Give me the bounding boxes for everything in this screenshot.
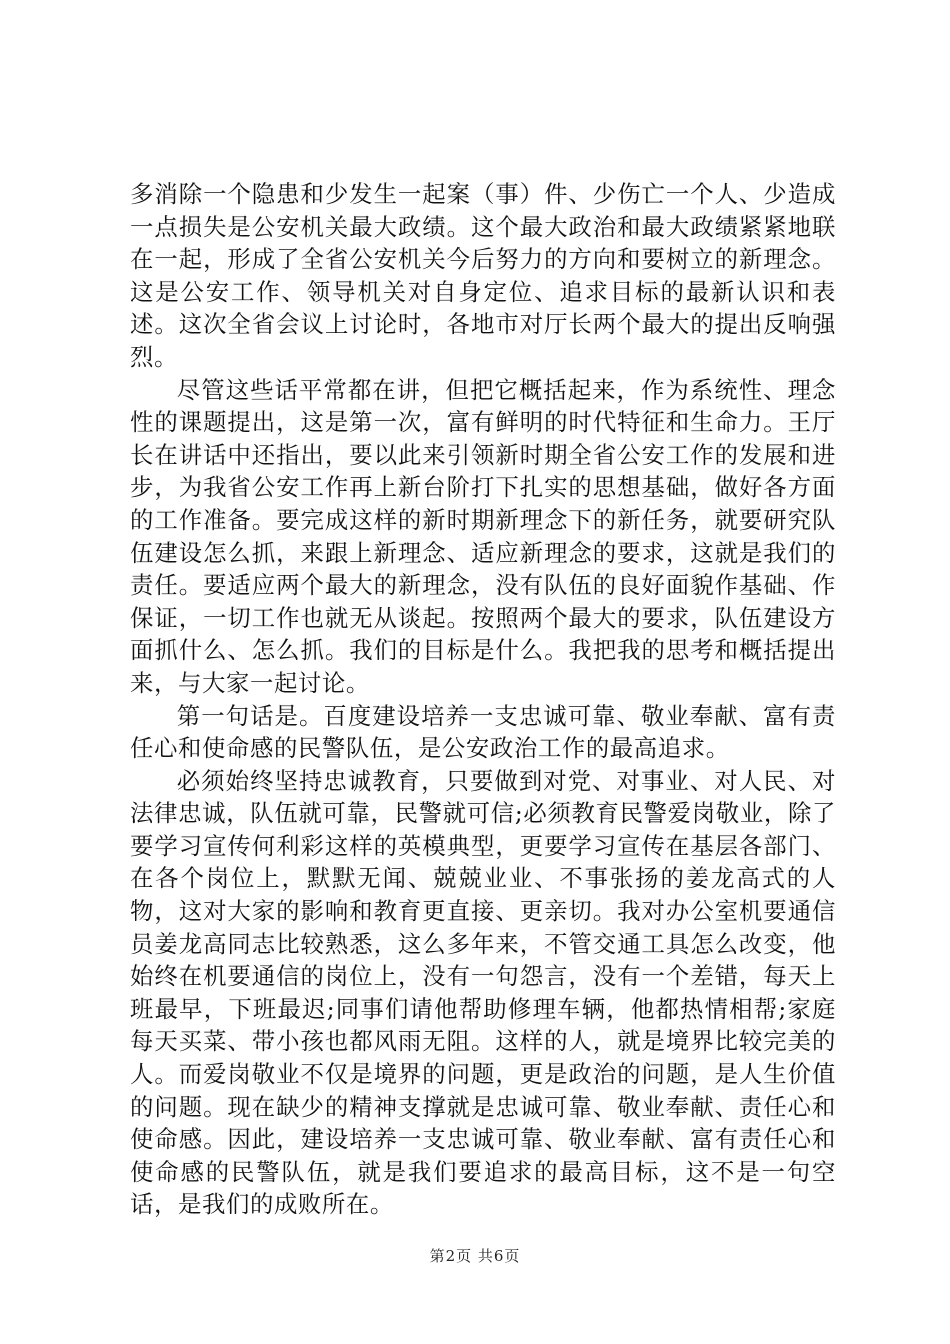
paragraph-4: 必须始终坚持忠诚教育，只要做到对党、对事业、对人民、对法律忠诚，队伍就可靠，民警就可信;必须教育民警爱岗敬业，除了要学习宣传何利彩这样的英模典型，更要学习宣传在基层各部门、在各个岗位上，默默无闻、兢兢业业、不事张扬的姜龙高式的人物，这对大家的影响和教育更直接、更亲切。我对办公室机要通信员姜龙高同志比较熟悉，这么多年来，不管交通工具怎么改变，他始终在机要通信的岗位上，没有一句怨言，没有一个差错，每天上班最早，下班最迟;同事们请他帮助修理车辆，他都热情相帮;家庭每天买菜、带小孩也都风雨无阻。这样的人，就是境界比较完美的人。而爱岗敬业不仅是境界的问题，更是政治的问题，是人生价值的问题。现在缺少的精神支撑就是忠诚可靠、敬业奉献、责任心和使命感。因此，建设培养一支忠诚可靠、敬业奉献、富有责任心和使命感的民警队伍，就是我们要追求的最高目标，这不是一句空话，是我们的成败所在。 [130,766,836,1219]
paragraph-3: 第一句话是。百度建设培养一支忠诚可靠、敬业奉献、富有责任心和使命感的民警队伍，是公安政治工作的最高追求。 [130,701,836,763]
page-number-footer: 第2页 共6页 [429,1247,521,1265]
body-text [130,178,836,1221]
paragraph-2: 尽管这些话平常都在讲，但把它概括起来，作为系统性、理念性的课题提出，这是第一次，富有鲜明的时代特征和生命力。王厅长在讲话中还指出，要以此来引领新时期全省公安工作的发展和进步，为我省公安工作再上新台阶打下扎实的思想基础，做好各方面的工作准备。要完成这样的新时期新理念下的新任务，就要研究队伍建设怎么抓，来跟上新理念、适应新理念的要求，这就是我们的责任。要适应两个最大的新理念，没有队伍的良好面貌作基础、作保证，一切工作也就无从谈起。按照两个最大的要求，队伍建设方面抓什么、怎么抓。我们的目标是什么。我把我的思考和概括提出来，与大家一起讨论。 [130,375,836,697]
paragraph-1: 多消除一个隐患和少发生一起案（事）件、少伤亡一个人、少造成一点损失是公安机关最大政绩。这个最大政治和最大政绩紧紧地联在一起，形成了全省公安机关今后努力的方向和要树立的新理念。这是公安工作、领导机关对自身定位、追求目标的最新认识和表述。这次全省会议上讨论时，各地市对厅长两个最大的提出反响强烈。 [130,180,836,371]
